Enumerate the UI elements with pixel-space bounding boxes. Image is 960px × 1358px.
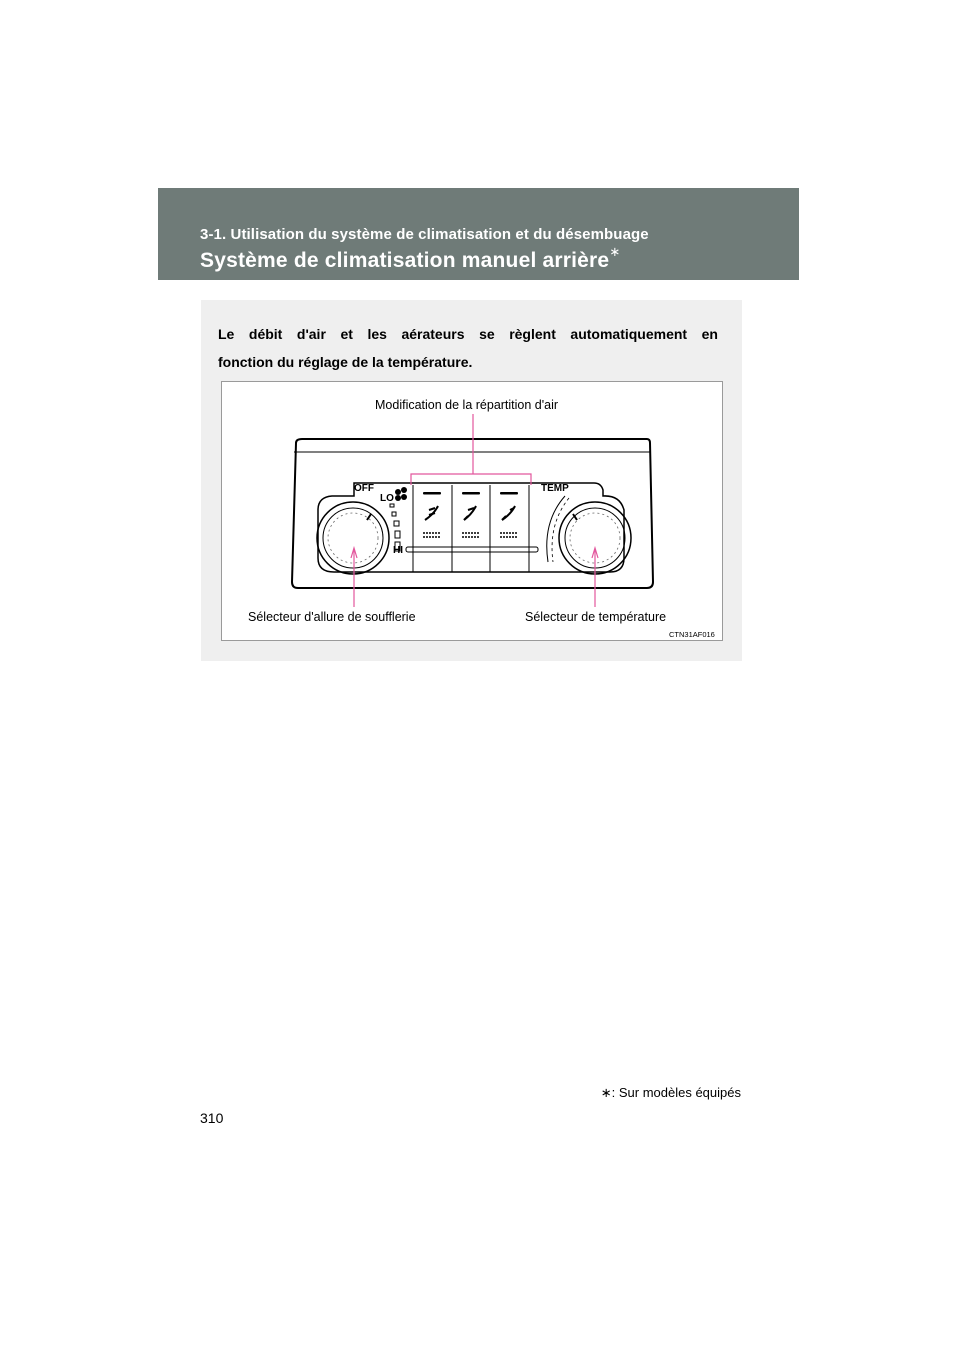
face-vent-icon: [425, 506, 438, 520]
intro-line-2: fonction du réglage de la température.: [218, 354, 473, 370]
callout-fan-speed-selector: Sélecteur d'allure de soufflerie: [248, 610, 416, 624]
indicator-light: [423, 492, 441, 495]
panel-label-off: OFF: [354, 483, 374, 494]
fan-speed-knob: [317, 502, 389, 574]
indicator-light: [500, 492, 518, 495]
footnote: [601, 1085, 741, 1101]
chapter-header: [158, 188, 799, 280]
page-title-text: Système de climatisation manuel arrière: [200, 249, 610, 272]
indicator-light: [462, 492, 480, 495]
title-footnote-mark: ∗: [609, 244, 621, 259]
control-panel-figure: [221, 381, 723, 641]
footnote-mark: ∗: [600, 1085, 612, 1100]
figure-code: CTN31AF016: [669, 630, 715, 639]
panel-face: [318, 483, 624, 572]
grille-dots: [423, 532, 517, 538]
footnote-text: : Sur modèles équipés: [611, 1085, 741, 1100]
bi-level-vent-icon: [464, 506, 476, 520]
callout-air-distribution: Modification de la répartition d'air: [375, 398, 559, 412]
panel-label-lo: LO: [380, 493, 394, 504]
panel-label-hi: HI: [393, 545, 403, 556]
page-title: [200, 244, 621, 273]
intro-text: [218, 320, 718, 376]
intro-line-1: Le débit d'air et les aérateurs se règlent automatiquement en: [218, 326, 718, 342]
callout-temperature-selector: Sélecteur de température: [525, 610, 667, 624]
section-heading: 3-1. Utilisation du système de climatisation et du désembuage: [200, 226, 649, 243]
foot-vent-icon: [502, 506, 515, 520]
fan-icon: [395, 487, 407, 501]
button-base-bar: [406, 547, 538, 552]
fan-speed-scale: [390, 504, 400, 551]
panel-label-temp: TEMP: [541, 483, 569, 494]
page-number: 310: [200, 1110, 224, 1126]
control-panel-illustration: [222, 382, 724, 642]
